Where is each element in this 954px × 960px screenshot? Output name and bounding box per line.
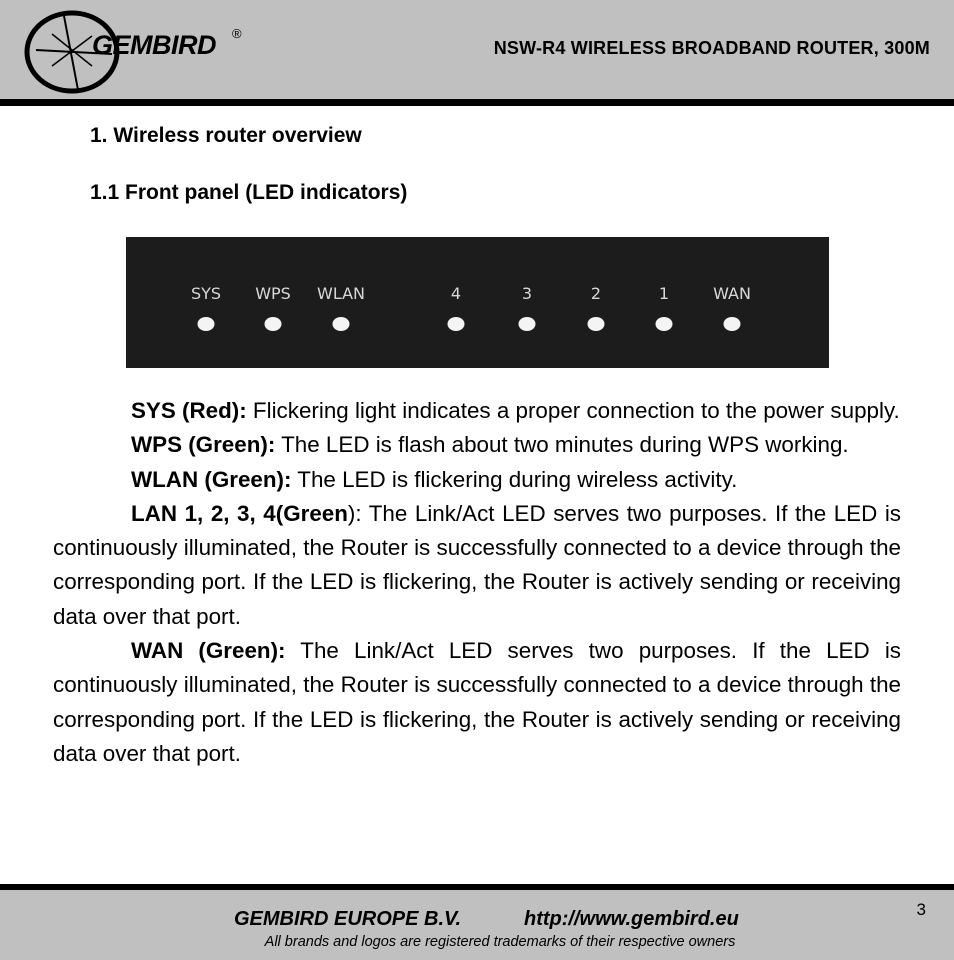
led-label: SYS xyxy=(190,284,222,303)
subsection-heading: 1.1 Front panel (LED indicators) xyxy=(90,181,408,204)
section-heading: 1. Wireless router overview xyxy=(90,124,362,147)
led-light xyxy=(265,317,282,331)
led-descriptions xyxy=(53,394,901,771)
document-title: NSW-R4 WIRELESS BROADBAND ROUTER, 300M xyxy=(493,38,930,58)
led-label: WPS xyxy=(255,284,291,303)
led-light xyxy=(519,317,536,331)
footer-url[interactable]: http://www.gembird.eu xyxy=(524,908,739,930)
footer-company: GEMBIRD EUROPE B.V. xyxy=(234,908,462,930)
led-label: 4 xyxy=(450,284,462,303)
led-light xyxy=(724,317,741,331)
description: The Link/Act LED serves two purposes. If the LED is continuously illuminated, the Router is successfully connected to a device through the corresponding port. If the LED is flickering, the Router is actively sending or receiving data over that port. xyxy=(53,638,901,766)
led-label: 3 xyxy=(521,284,533,303)
led-light xyxy=(588,317,605,331)
paragraph-wps xyxy=(53,428,901,462)
led-label: 2 xyxy=(590,284,602,303)
description: The LED is flash about two minutes during WPS working. xyxy=(275,432,849,458)
paragraph-lan xyxy=(53,497,901,634)
term: WPS (Green): xyxy=(131,432,276,458)
paragraph-wan xyxy=(53,634,901,771)
logo-text: GEMBIRD xyxy=(92,30,216,60)
description: Flickering light indicates a proper connection to the power supply. xyxy=(246,398,900,423)
paragraph-sys xyxy=(53,394,901,428)
led-light xyxy=(333,317,350,331)
page-header xyxy=(0,0,954,106)
front-panel-image xyxy=(126,237,829,368)
led-label: 1 xyxy=(658,284,670,303)
term: SYS (Red): xyxy=(131,398,247,423)
term: WAN (Green): xyxy=(131,638,286,664)
led-label: WAN xyxy=(713,284,751,303)
registered-mark: ® xyxy=(232,26,242,41)
led-light xyxy=(656,317,673,331)
page-number: 3 xyxy=(916,900,926,919)
term: LAN 1, 2, 3, 4(Green xyxy=(131,500,348,526)
led-light xyxy=(448,317,465,331)
led-light xyxy=(198,317,215,331)
paragraph-wlan xyxy=(53,463,901,497)
term: WLAN (Green): xyxy=(131,466,292,492)
led-label: WLAN xyxy=(316,284,366,303)
description: The LED is flickering during wireless activity. xyxy=(291,466,738,492)
gembird-logo xyxy=(22,6,252,96)
description: ): The Link/Act LED serves two purposes. If the LED is continuously illuminated, the Router is successfully connected to a device through the corresponding port. If the LED is flickering, the Router is actively sending or receiving data over that port. xyxy=(53,500,901,629)
page-footer xyxy=(0,884,954,960)
footer-trademark-note: All brands and logos are registered trademarks of their respective owners xyxy=(264,934,736,950)
